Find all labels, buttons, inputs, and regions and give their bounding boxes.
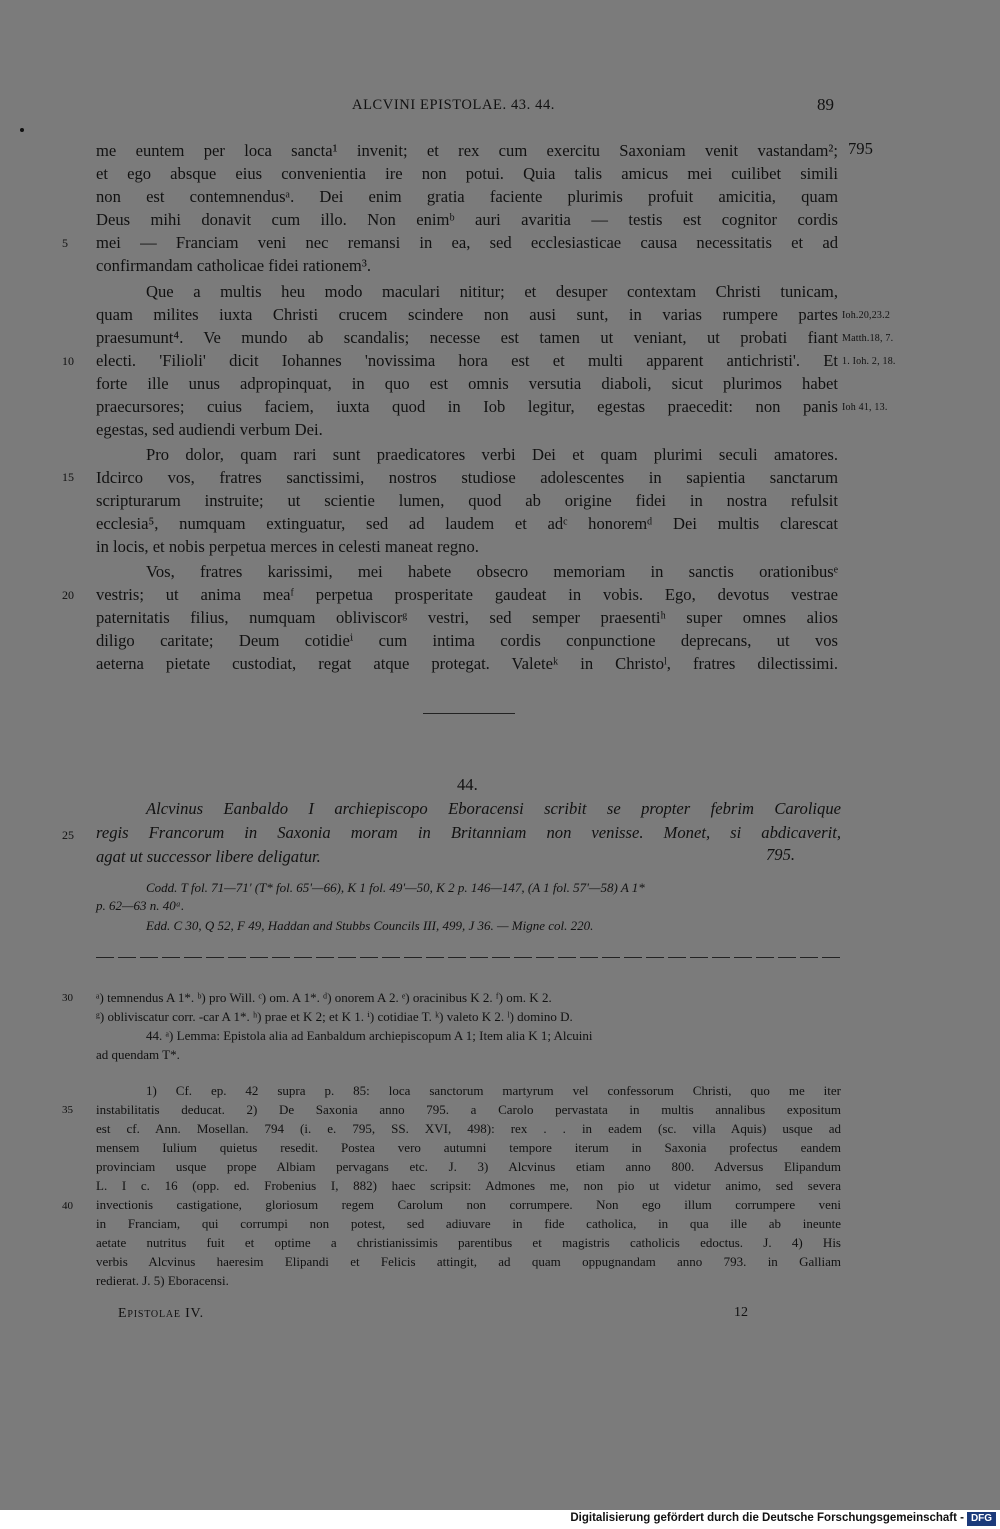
main-line: forte ille unus adpropinquat, in quo est omnis versutia diaboli, sicut plurimos habet bbox=[96, 374, 838, 393]
main-line: mei — Franciam veni nec remansi in ea, sed ecclesiasticae causa necessitatis et ad bbox=[96, 233, 838, 252]
footnote-line: provinciam usque prope Albiam pervagans etc. J. 3) Alcvinus etiam anno 800. Adversus Elipandum bbox=[96, 1159, 841, 1174]
main-line: Que a multis heu modo maculari nititur; et desuper contextam Christi tunicam, bbox=[146, 282, 838, 301]
line-number: 40 bbox=[62, 1200, 73, 1212]
main-line: scripturarum instruite; ut scientie lumen, quod ab origine fidei in nostra refulsit bbox=[96, 491, 838, 510]
funding-notice: Digitalisierung gefördert durch die Deutsche Forschungsgemeinschaft - bbox=[570, 1512, 964, 1524]
line-number: 5 bbox=[62, 236, 68, 250]
section-divider bbox=[423, 713, 515, 714]
main-line: Pro dolor, quam rari sunt praedicatores verbi Dei et quam plurimi seculi amatores. bbox=[146, 445, 838, 464]
footnote-line: 1) Cf. ep. 42 supra p. 85: loca sanctorum martyrum vel confessorum Christi, quo me iter bbox=[146, 1083, 841, 1098]
main-line: egestas, sed audiendi verbum Dei. bbox=[96, 420, 323, 439]
footnote-line: aetate nutritus fuit et optime a christianissimis parentibus et magistris catholicis edoctus. J. 4) His bbox=[96, 1235, 841, 1250]
line-number: 20 bbox=[62, 588, 74, 602]
main-line: diligo caritate; Deum cotidieⁱ cum intima cordis conpunctione deprecans, ut vos bbox=[96, 631, 838, 650]
main-line: aeterna pietate custodiat, regat atque protegat. Valeteᵏ in Christoˡ, fratres dilectissimi. bbox=[96, 654, 838, 673]
apparatus-line: ᵍ) obliviscatur corr. -car A 1*. ʰ) prae et K 2; et K 1. ⁱ) cotidiae T. ᵏ) valeto K 2. ˡ) domino D. bbox=[96, 1009, 573, 1024]
apparatus-divider bbox=[96, 957, 841, 958]
line-number: 15 bbox=[62, 470, 74, 484]
line-number: 25 bbox=[62, 828, 74, 842]
summary-line: regis Francorum in Saxonia moram in Britanniam non venisse. Monet, si abdicaverit, bbox=[96, 823, 841, 842]
main-line: et ego absque eius convenientia ire non potui. Quia talis amicus mei cuilibet simili bbox=[96, 164, 838, 183]
main-line: me euntem per loca sancta¹ invenit; et rex cum exercitu Saxoniam venit vastandam²; bbox=[96, 141, 838, 160]
footer-signature: 12 bbox=[734, 1305, 748, 1320]
letter-number: 44. bbox=[457, 775, 478, 794]
margin-reference: Ioh 41, 13. bbox=[842, 402, 888, 413]
margin-reference: Matth.18, 7. bbox=[842, 333, 894, 344]
main-line: in locis, et nobis perpetua merces in celesti maneat regno. bbox=[96, 537, 479, 556]
line-number: 35 bbox=[62, 1104, 73, 1116]
footnote-line: instabilitatis deducat. 2) De Saxonia anno 795. a Carolo pervastata in multis annalibus expositum bbox=[96, 1102, 841, 1117]
main-line: Vos, fratres karissimi, mei habete obsecro memoriam in sanctis orationibusᵉ bbox=[146, 562, 838, 581]
footnote-line: L. I c. 16 (opp. ed. Frobenius I, 882) haec scripsit: Admones me, non pio ut videtur animo, sed severa bbox=[96, 1178, 841, 1193]
footnote-line: in Franciam, qui corrumpi non potest, sed adiuvare in fide catholica, in qua ille ab ineunte bbox=[96, 1216, 841, 1231]
page-number: 89 bbox=[817, 95, 834, 114]
margin-reference: Ioh.20,23.2 bbox=[842, 310, 891, 321]
main-line: praesumunt⁴. Ve mundo ab scandalis; necesse est tamen ut veniant, ut probati fiant bbox=[96, 328, 838, 347]
margin-reference: 1. Ioh. 2, 18. bbox=[842, 356, 896, 367]
main-line: Deus mihi donavit cum illo. Non enimᵇ auri avaritia — testis est cognitor cordis bbox=[96, 210, 838, 229]
main-line: non est contemnendusᵃ. Dei enim gratia faciente plurimis profuit amicitia, quam bbox=[96, 187, 838, 206]
stray-dot bbox=[20, 128, 24, 132]
main-line: paternitatis filius, numquam obliviscorᵍ vestri, sed semper praesentiʰ super omnes alios bbox=[96, 608, 838, 627]
editions-line: Edd. C 30, Q 52, F 49, Haddan and Stubbs Councils III, 499, J 36. — Migne col. 220. bbox=[146, 918, 594, 933]
main-line: vestris; ut anima meaᶠ perpetua prosperitate gaudeat in vobis. Ego, devotus vestrae bbox=[96, 585, 838, 604]
line-number: 30 bbox=[62, 992, 73, 1004]
footnote-line: mensem Iulium quietus resedit. Postea vero autumni tempore iterum in Saxonia profectus eandem bbox=[96, 1140, 841, 1155]
main-line: confirmandam catholicae fidei rationem³. bbox=[96, 256, 371, 275]
summary-line: agat ut successor libere deligatur. bbox=[96, 847, 321, 866]
margin-year: 795 bbox=[848, 139, 873, 158]
main-line: quam milites iuxta Christi crucem scindere non ausi sunt, in varias rumpere partes bbox=[96, 305, 838, 324]
apparatus-line: ᵃ) temnendus A 1*. ᵇ) pro Will. ᶜ) om. A 1*. ᵈ) onorem A 2. ᵉ) oracinibus K 2. ᶠ) om. K 2. bbox=[96, 990, 552, 1005]
running-head: ALCVINI EPISTOLAE. 43. 44. bbox=[352, 97, 556, 113]
footnote-line: est cf. Ann. Mosellan. 794 (i. e. 795, SS. XVI, 498): rex . . in eadem (sc. villa Aquis) usque ad bbox=[96, 1121, 841, 1136]
codices-line: p. 62—63 n. 40ᵃ. bbox=[96, 898, 185, 913]
codices-line: Codd. T fol. 71—71' (T* fol. 65'—66), K 1 fol. 49'—50, K 2 p. 146—147, (A 1 fol. 57'—58) A 1* bbox=[146, 880, 645, 895]
main-line: Idcirco vos, fratres sanctissimi, nostros studiose adolescentes in sapientia sanctarum bbox=[96, 468, 838, 487]
summary-year: 795. bbox=[766, 845, 796, 864]
main-line: ecclesia⁵, numquam extinguatur, sed ad laudem et adᶜ honoremᵈ Dei multis clarescat bbox=[96, 514, 838, 533]
line-number: 10 bbox=[62, 354, 74, 368]
apparatus-line: ad quendam T*. bbox=[96, 1047, 180, 1062]
footnote-line: redierat. J. 5) Eboracensi. bbox=[96, 1273, 229, 1288]
main-line: praecursores; cuius faciem, iuxta quod in Iob legitur, egestas praecedit: non panis bbox=[96, 397, 838, 416]
apparatus-line: 44. ᵃ) Lemma: Epistola alia ad Eanbaldum archiepiscopum A 1; Item alia K 1; Alcuini bbox=[146, 1028, 593, 1043]
footnote-line: invectionis castigatione, gloriosum regem Carolum non corrumpere. Non ego illum corrumpere veni bbox=[96, 1197, 841, 1212]
footnote-line: verbis Alcvinus haeresim Elipandi et Felicis attingit, ad quam oppugnandam anno 793. in Galliam bbox=[96, 1254, 841, 1269]
dfg-logo: DFG bbox=[967, 1512, 996, 1526]
summary-line: Alcvinus Eanbaldo I archiepiscopo Eboracensi scribit se propter febrim Carolique bbox=[146, 799, 841, 818]
main-line: electi. 'Filioli' dicit Iohannes 'novissima hora est et multi apparent antichristi'. Et bbox=[96, 351, 838, 370]
footer-volume: Epistolae IV. bbox=[118, 1306, 204, 1321]
